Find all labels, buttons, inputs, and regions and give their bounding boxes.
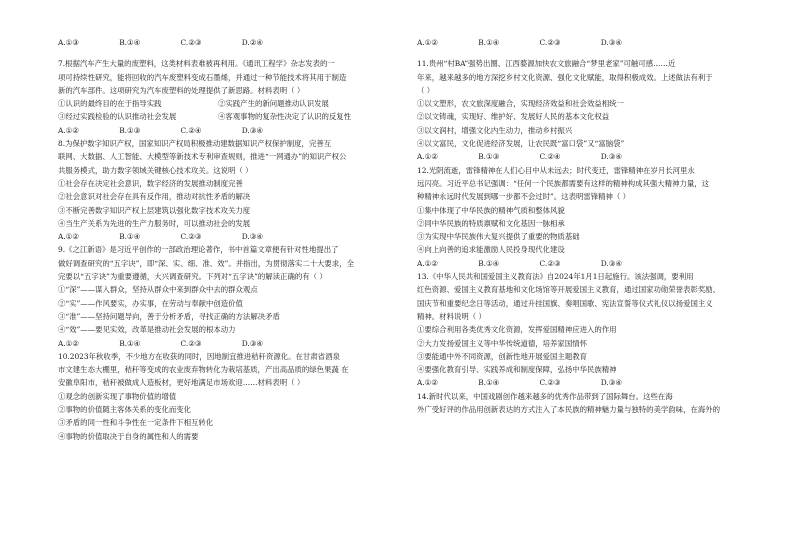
- q13-item: ①要综合利用各类优秀文化资源，发挥爱国精神应进入的作用: [417, 325, 617, 335]
- q9-stem-line: 完要以“五字诀”为重要遵循，大兴调查研究。下列对“五字诀”的解读正确的有（ ）: [58, 272, 327, 282]
- q7-items-row: [58, 110, 394, 123]
- q10-item: ③矛盾的同一性和斗争性在一定条件下相互转化: [58, 418, 214, 428]
- q9-item: ③“准”——坚持问题导向，善于分析矛盾，寻找正确的方法解决矛盾: [58, 311, 280, 321]
- q11-stem-line: 年来，越来越多的地方深挖乡村文化资源、强化文化赋能，取得积极成效。上述做法有利于: [417, 72, 713, 82]
- q13-item: ③要能通中外不同资源，创新性地开展爱国主题教育: [417, 351, 587, 361]
- option-a: A.①③: [58, 38, 79, 47]
- q12-item: ④向上向善的追求能激励人民投身现代化建设: [417, 245, 565, 255]
- option-b: B.①③: [478, 152, 500, 162]
- option-d: D.③④: [241, 125, 263, 135]
- q7-item: ②实践产生的新问题推动认识发展: [218, 99, 329, 109]
- q10-item: ④事物的价值取决于自身的属性和人的需要: [58, 431, 199, 441]
- option-c: C.②④: [539, 152, 561, 162]
- option-d: D.③④: [600, 258, 622, 268]
- q14-stem-line: 外广受好评的作品用创新表达的方式注入了本民族的精神魅力量与独特的美学韵味，在海外的: [417, 405, 721, 415]
- option-c: C.②③: [180, 338, 202, 348]
- option-c: C.②③: [539, 38, 561, 47]
- q8-stem-line: 8.为保护数字知识产权，国家知识产权局积极推动建数据知识产权保护制度，完善互: [58, 139, 332, 149]
- option-c: C.②③: [180, 38, 202, 47]
- option-a: A.①②: [58, 232, 79, 242]
- q12-stem-line: 远闪亮。习近平总书记强调：“任何一个民族都需要有这样的精神构成其强大精神力量，这: [417, 178, 710, 188]
- option-d: D.③④: [241, 338, 263, 348]
- left-column: [58, 36, 394, 443]
- q7-stem-line: 7.根据汽车产生大量的废塑料，这类材料表难被再利用。《通讯工程学》杂志发表的一: [58, 59, 335, 69]
- option-a: A.①②: [417, 258, 438, 268]
- option-b: B.①④: [478, 378, 500, 388]
- q11-stem-line: （ ）: [417, 85, 435, 95]
- option-a: A.①②: [58, 125, 79, 135]
- option-c: C.②③: [180, 232, 202, 242]
- q11-options: [417, 150, 622, 163]
- q12-item: ①集中体现了中华民族的精神气质和整体风貌: [417, 205, 565, 215]
- q12-stem-line: 12.光阴流逝，雷锋精神在人们心目中从未远去；时代变迁，雷锋精神在岁月长河里永: [417, 165, 695, 175]
- q13-stem-line: 红色资源、爱国主义教育基地和文化场馆等开展爱国主义教育，通过国家功勋荣誉表彰奖励、: [417, 285, 721, 295]
- option-b: B.①④: [478, 258, 500, 268]
- q11-stem-line: 11.贵州“村BA”强势出圈、江西婺源加快农文旅融合“梦里老家”可触可感……近: [417, 59, 676, 69]
- q13-item: ④要强化教育引导、实践养成和制度保障，弘扬中华民族精神: [417, 365, 617, 375]
- q9-stem-line: 9.《之江新语》是习近平创作的一部政治理论著作，书中首篇文章便有针对性地提出了: [58, 245, 339, 255]
- option-b: B.①④: [119, 338, 141, 348]
- q8-options: [58, 230, 263, 243]
- option-c: C.②③: [539, 258, 561, 268]
- q11-item: ②以文铸魂，实现好、维护好、发展好人民的基本文化权益: [417, 112, 610, 122]
- q10-stem-line: 安徽阜阳市，秸秆被做成人造板材，更好地满足市场欢迎……材料表明（ ）: [58, 378, 305, 388]
- q8-stem-line: 共服务模式，助力数字领域关键核心技术攻关。这说明（ ）: [58, 165, 253, 175]
- q12-options: [417, 257, 622, 270]
- q8-item: ③不断完善数字知识产权上层建筑以强化数字技术攻关力度: [58, 205, 251, 215]
- q12-item: ②同中华民族的特质禀赋和文化基因一脉相承: [417, 218, 565, 228]
- q12-item: ③为实现中华民族伟大复兴提供了重要的物质基础: [417, 232, 580, 242]
- q9-stem-line: 做好调查研究的“五字诀”，即“深、实、细、准、效”。并指出，为贯彻落实二十大要求，全: [58, 258, 354, 268]
- option-c: C.②④: [180, 125, 202, 135]
- option-d: D.②④: [241, 38, 263, 47]
- q11-item: ④以文富民，文化促进经济发展，让农民既“富口袋”又“富脑袋”: [417, 139, 625, 149]
- q7-stem-line: 新的汽车部件。这项研究为汽车废塑料的处理提供了新思路。材料表明（ ）: [58, 85, 305, 95]
- q10-item: ①观念的创新实现了事物价值的增值: [58, 391, 177, 401]
- option-c: C.②③: [539, 378, 561, 388]
- option-a: A.①②: [417, 378, 438, 388]
- q7-item: ④客观事物的复杂性决定了认识的反复性: [218, 112, 352, 122]
- option-d: D.③④: [600, 38, 622, 47]
- option-b: B.①③: [119, 125, 141, 135]
- q12-stem-line: 种精神永远时代发展到哪一步都不会过时”。这表明雷锋精神（ ）: [417, 192, 631, 202]
- q7-options: [58, 124, 263, 137]
- q13-stem-line: 精神。材料说明（ ）: [417, 311, 486, 321]
- q10-stem-line: 市文建生态大棚里，秸秆等变成的农业废弃物转化为栽培基质，产出高品质的绿色果蔬 在: [58, 365, 349, 375]
- q9-item: ④“效”——要见实效，改革是推动社会发展的根本动力: [58, 325, 236, 335]
- q13-stem-line: 国庆节和重要纪念日等活动，通过升挂国旗、奏唱国歌、宪法宣誓等仪式礼仪以扬爱国主义: [417, 298, 713, 308]
- q13-stem-line: 13.《中华人民共和国爱国主义教育法》自2024年1月1日起施行。该法强调，要利用: [417, 272, 694, 282]
- q9-item: ①“深”——谋入群众，坚持从群众中来到群众中去的群众观点: [58, 285, 258, 295]
- option-a: A.①②: [58, 338, 79, 348]
- option-b: B.①④: [119, 38, 141, 47]
- q14-stem-line: 14.新时代以来，中国戏剧创作越来越多的优秀作品带到了国际舞台。这些在海: [417, 391, 673, 401]
- option-b: B.①④: [478, 38, 500, 47]
- q7-items-row: [58, 97, 394, 110]
- q7-stem-line: 项可持续性研究，能将回收的汽车废塑料变成石墨烯，并通过一种节能技术将其用于制造: [58, 72, 347, 82]
- q8-item: ②社会意识对社会存在具有反作用，推动对抗性矛盾的解决: [58, 192, 251, 202]
- q9-item: ②“实”——作风要实，办实事，在劳动与奉献中创造价值: [58, 298, 243, 308]
- q13-item: ②大力发扬爱国主义等中华传统道德，培养家国情怀: [417, 338, 587, 348]
- q7-item: ①认识的最终目的在于指导实践: [58, 99, 162, 109]
- q9-options: [58, 337, 263, 350]
- option-b: B.①④: [119, 232, 141, 242]
- right-column: [417, 36, 753, 416]
- options-row: [58, 36, 263, 49]
- q11-item: ③以文润村，增强文化内生动力，推动乡村振兴: [417, 125, 573, 135]
- q8-item: ①社会存在决定社会意识，数字经济的发展推动制度完善: [58, 178, 243, 188]
- q13-options: [417, 376, 622, 389]
- q10-stem-line: 10.2023年秋收季，不少地方在收获的同时，因地制宜推进秸秆资源化。在甘肃省酒泉: [58, 351, 340, 361]
- option-a: A.①②: [417, 38, 438, 47]
- option-d: D.③④: [600, 152, 622, 162]
- option-a: A.①②: [417, 152, 438, 162]
- option-d: D.③④: [241, 232, 263, 242]
- q11-item: ①以文塑形，农文旅深度融合，实现经济效益和社会效益相统一: [417, 99, 624, 109]
- options-row: [417, 36, 622, 49]
- q8-item: ④当生产关系为先进的生产力服务时，可以推动社会的发展: [58, 218, 251, 228]
- option-d: D.③④: [600, 378, 622, 388]
- q10-item: ②事物的价值随主客体关系的变化而变化: [58, 405, 192, 415]
- q8-stem-line: 联网、大数据、人工智能、大模型等新技术专利审查规则，推进“一网通办”的知识产权公: [58, 152, 347, 162]
- q7-item: ③经过实践检验的认识推动社会发展: [58, 112, 177, 122]
